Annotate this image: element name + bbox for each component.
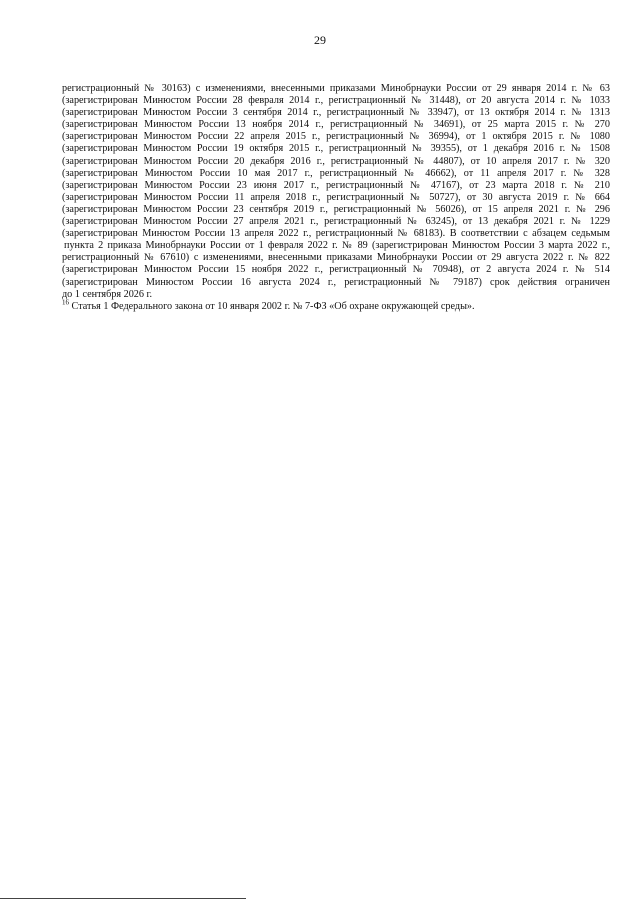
footnote-line: (зарегистрирован Минюстом России 28 февраля 2014 г., регистрационный № 31448), от 20 августа 2014 г. № 1033 [62,95,610,107]
footnote-line: (зарегистрирован Минюстом России 23 июня 2017 г., регистрационный № 47167), от 23 марта 2018 г. № 210 [62,179,610,191]
footnote-16-marker: 16 [62,298,69,307]
footnote-line: пункта 2 приказа Минобрнауки России от 1 февраля 2022 г. № 89 (зарегистрирован Минюстом России 3 марта 2022 г., [64,240,610,252]
footnote-line: (зарегистрирован Минюстом России 10 мая 2017 г., регистрационный № 46662), от 11 апреля 2017 г. № 328 [62,167,610,179]
footnote-line: (зарегистрирован Минюстом России 3 сентября 2014 г., регистрационный № 33947), от 13 октября 2014 г. № 1313 [62,107,610,119]
footnote-line: (зарегистрирован Минюстом России 27 апреля 2021 г., регистрационный № 63245), от 13 декабря 2021 г. № 1229 [62,216,610,228]
footnote-line: (зарегистрирован Минюстом России 15 ноября 2022 г., регистрационный № 70948), от 2 августа 2024 г. № 514 [62,264,610,276]
footnote-16 [62,298,610,313]
footnote-line: (зарегистрирован Минюстом России 16 августа 2024 г., регистрационный № 79187) срок действия ограничен [62,276,610,288]
bottom-divider [0,898,246,899]
footnote-line: регистрационный № 30163) с изменениями, внесенными приказами Минобрнауки России от 29 января 2014 г. № 63 [62,83,610,94]
footnote-line: (зарегистрирован Минюстом России 11 апреля 2018 г., регистрационный № 50727), от 30 августа 2019 г. № 664 [62,191,610,203]
page-number: 29 [314,33,326,47]
footnote-line: (зарегистрирован Минюстом России 13 ноября 2014 г., регистрационный № 34691), от 25 марта 2015 г. № 270 [62,119,610,131]
footnote-block [62,83,610,313]
footnote-line: (зарегистрирован Минюстом России 20 декабря 2016 г., регистрационный № 44807), от 10 апреля 2017 г. № 320 [62,155,610,167]
footnote-line: (зарегистрирован Минюстом России 19 октября 2015 г., регистрационный № 39355), от 1 декабря 2016 г. № 1508 [62,143,610,155]
footnote-line: (зарегистрирован Минюстом России 22 апреля 2015 г., регистрационный № 36994), от 1 октября 2015 г. № 1080 [62,131,610,143]
footnote-line: регистрационный № 67610) с изменениями, внесенными приказами Минобрнауки России от 29 августа 2022 г. № 822 [62,252,610,264]
footnote-line: (зарегистрирован Минюстом России 13 апреля 2022 г., регистрационный № 68183). В соответствии с абзацем седьмым [62,228,610,240]
footnote-line-last: до 1 сентября 2026 г. [62,288,153,300]
footnote-16-text: Статья 1 Федерального закона от 10 января 2002 г. № 7-ФЗ «Об охране окружающей среды». [69,300,475,312]
footnote-line: (зарегистрирован Минюстом России 23 сентября 2019 г., регистрационный № 56026), от 15 апреля 2021 г. № 296 [62,203,610,215]
